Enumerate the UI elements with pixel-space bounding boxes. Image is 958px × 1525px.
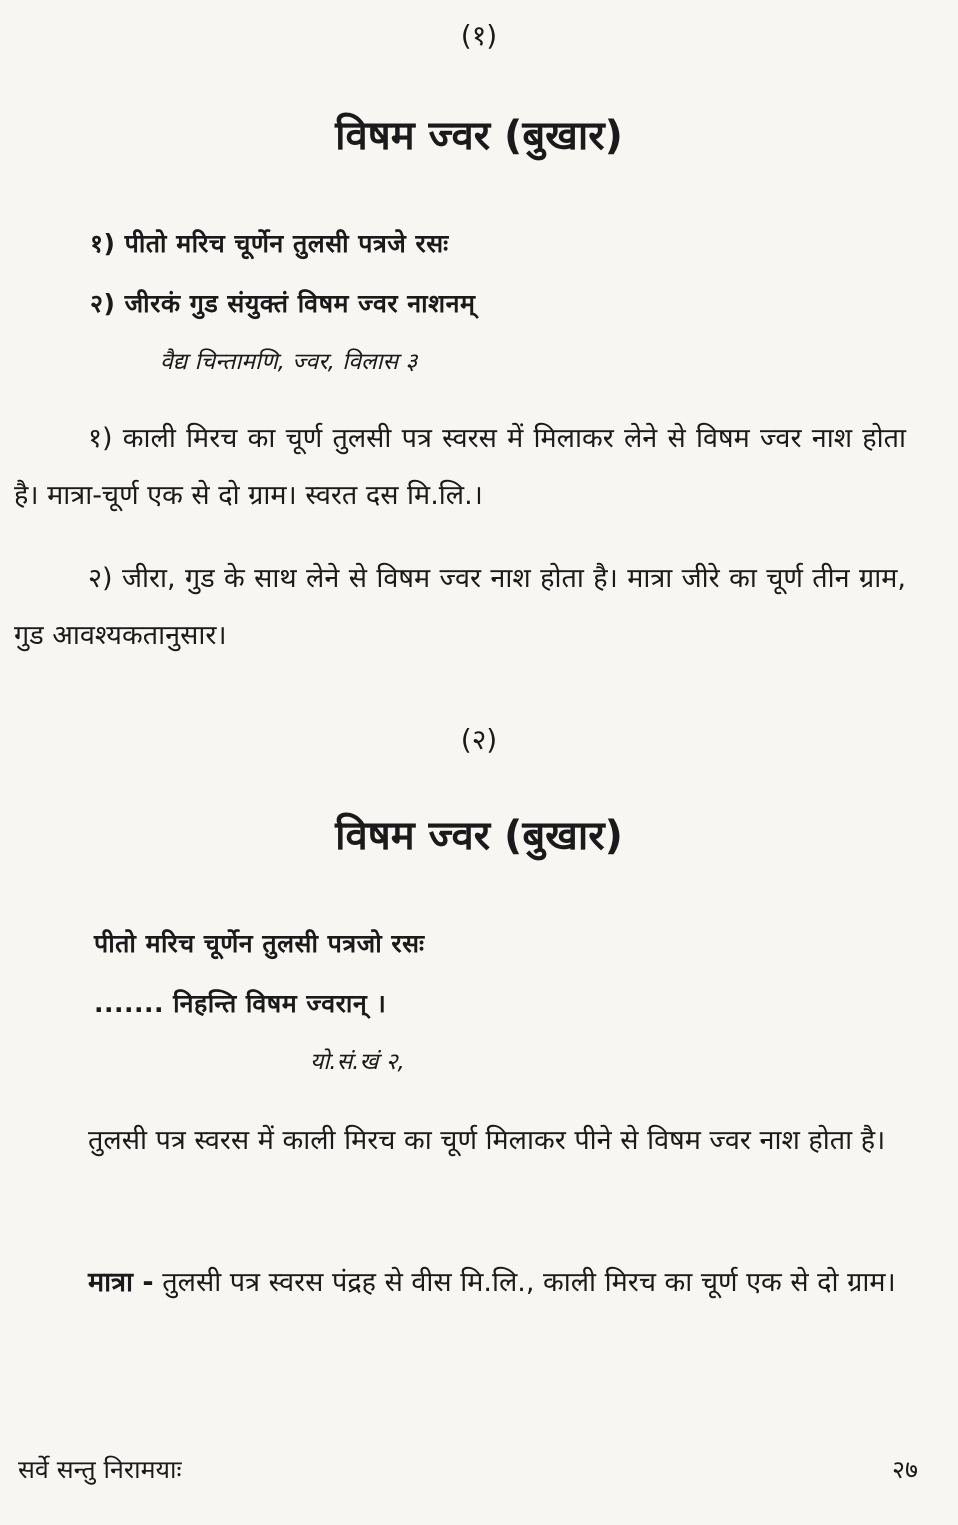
- section-1-paragraph-1-text: १) काली मिरच का चूर्ण तुलसी पत्र स्वरस में मिलाकर लेने से विषम ज्वर नाश होता है। मात्रा-चूर्ण एक से दो ग्राम। स्वरत दस मि.लि.।: [14, 423, 906, 511]
- section-1-paragraph-2: [14, 550, 906, 664]
- footer-motto: सर्वे सन्तु निरामयाः: [18, 1455, 182, 1484]
- section-2-paragraph-2: [14, 1254, 906, 1311]
- section-2-citation: यो.सं.खं २,: [310, 1049, 405, 1075]
- section-2-heading: विषम ज्वर (बुखार): [335, 813, 623, 859]
- page-number: २७: [891, 1455, 918, 1484]
- section-1-paragraph-2-text: २) जीरा, गुड के साथ लेने से विषम ज्वर नाश होता है। मात्रा जीरे का चूर्ण तीन ग्राम, गुड आवश्यकतानुसार।: [14, 563, 906, 651]
- section-2-dosage-label: मात्रा -: [88, 1267, 154, 1298]
- section-1-citation: वैद्य चिन्तामणि, ज्वर, विलास ३: [160, 349, 418, 375]
- section-1-heading: विषम ज्वर (बुखार): [335, 113, 623, 159]
- section-1-verse-line-1: १) पीतो मरिच चूर्णेन तुलसी पत्रजे रसः: [90, 229, 449, 258]
- section-1-paragraph-1: [14, 410, 906, 524]
- section-1-verse-line-2: २) जीरकं गुड संयुक्तं विषम ज्वर नाशनम्: [90, 289, 476, 318]
- section-1-number: (१): [460, 19, 498, 52]
- section-2-verse-line-1: पीतो मरिच चूर्णेन तुलसी पत्रजो रसः: [94, 929, 425, 958]
- section-2-number: (२): [460, 723, 498, 756]
- section-2-verse-line-2: ....... निहन्ति विषम ज्वरान् ।: [94, 989, 387, 1018]
- section-2-dosage-text: तुलसी पत्र स्वरस पंद्रह से वीस मि.लि., काली मिरच का चूर्ण एक से दो ग्राम।: [162, 1267, 896, 1298]
- section-2-paragraph-1-text: तुलसी पत्र स्वरस में काली मिरच का चूर्ण मिलाकर पीने से विषम ज्वर नाश होता है।: [88, 1125, 886, 1156]
- section-2-paragraph-1: [14, 1112, 906, 1169]
